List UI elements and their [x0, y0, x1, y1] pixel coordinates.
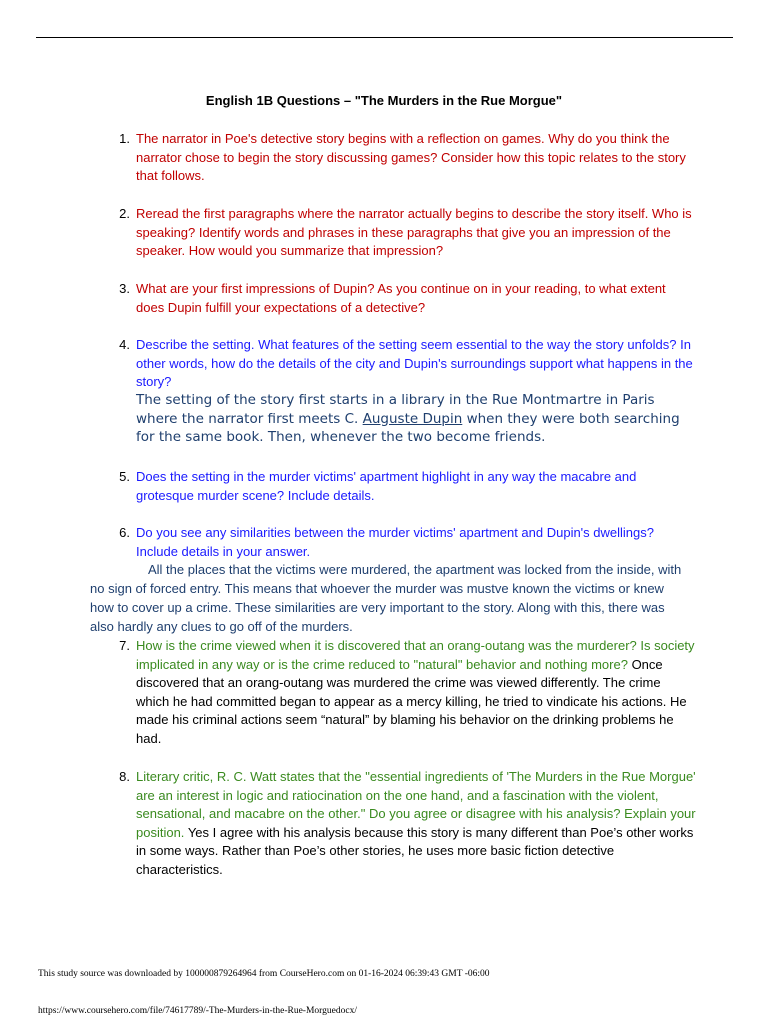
question-text: Reread the first paragraphs where the narrator actually begins to describe the story itself. Who is speaking? Identify words and phrases in these paragraphs that give you an impression of the speaker. How would you summarize that impression? [136, 206, 692, 259]
download-source-note: This study source was downloaded by 100000879264964 from CourseHero.com on 01-16-2024 06:39:43 GMT -06:00 [38, 969, 490, 979]
question-number: 5. [119, 469, 130, 484]
question-text: Describe the setting. What features of the setting seem essential to the way the story unfolds? In other words, how do the details of the city and Dupin's surroundings support what happens in the story? [136, 337, 693, 390]
question-text: Literary critic, R. C. Watt states that the "essential ingredients of 'The Murders in the Rue Morgue' are an interest in logic and ratiocination on the one hand, and a fascination with the violent, sensational, and macabre on the other." Do you agree or disagree with his analysis? Explain your position. [136, 769, 696, 840]
question-number: 6. [119, 525, 130, 540]
answer-text: when they were both searching for the same book. Then, whenever the two become friends. [136, 410, 680, 446]
question-text: How is the crime viewed when it is discovered that an orang-outang was the murderer? Is society implicated in any way or is the crime reduced to "natural" behavior and nothing more? [136, 638, 695, 672]
question-number: 7. [119, 638, 130, 653]
question-text: What are your first impressions of Dupin? As you continue on in your reading, to what extent does Dupin fulfill your expectations of a detective? [136, 281, 666, 315]
question-2 [119, 205, 696, 261]
question-4 [119, 336, 696, 392]
question-number: 1. [119, 131, 130, 146]
page-title: English 1B Questions – "The Murders in the Rue Morgue" [205, 93, 563, 108]
answer-text: The setting of the story first starts in a library in the Rue Montmartre in Paris where the narrator first meets C. [136, 392, 655, 427]
auguste-dupin-link[interactable]: Auguste Dupin [362, 410, 463, 427]
answer-6 [90, 560, 690, 636]
answer-text: All the places that the victims were murdered, the apartment was locked from the inside, with no sign of forced entry. This means that whoever the murder was mustve known the victims or knew how to cover up a crime. These similarities are very important to the story. Along with this, there was also hardly any clues to go off of the murders. [90, 562, 682, 634]
question-5 [119, 468, 696, 505]
question-8 [119, 768, 696, 880]
question-text: Do you see any similarities between the murder victims' apartment and Dupin's dwellings? Include details in your answer. [136, 525, 654, 559]
source-url[interactable]: https://www.coursehero.com/file/74617789/-The-Murders-in-the-Rue-Morguedocx/ [38, 1006, 357, 1016]
question-text: Does the setting in the murder victims' apartment highlight in any way the macabre and grotesque murder scene? Include details. [136, 469, 637, 503]
question-text: The narrator in Poe's detective story begins with a reflection on games. Why do you think the narrator chose to begin the story discussing games? Consider how this topic relates to the story that follows. [136, 131, 686, 184]
question-number: 2. [119, 206, 130, 221]
answer-4 [136, 391, 696, 447]
question-7 [119, 637, 696, 749]
top-rule [36, 37, 733, 38]
question-1 [119, 130, 696, 186]
answer-text: Yes I agree with his analysis because this story is many different than Poe’s other works in some ways. Rather than Poe’s other stories, he uses more basic fiction detective characteristics. [136, 824, 694, 877]
question-number: 4. [119, 337, 130, 352]
question-number: 3. [119, 281, 130, 296]
question-3 [119, 280, 696, 317]
answer-text: Once discovered that an orang-outang was murdered the crime was viewed differently. The crime which he had committed began to appear as a mercy killing, he tried to vindicate his actions. He made his criminal actions seem “natural” by blaming his behavior on the drinking problems he had. [136, 656, 687, 746]
question-6 [119, 524, 696, 561]
question-number: 8. [119, 769, 130, 784]
